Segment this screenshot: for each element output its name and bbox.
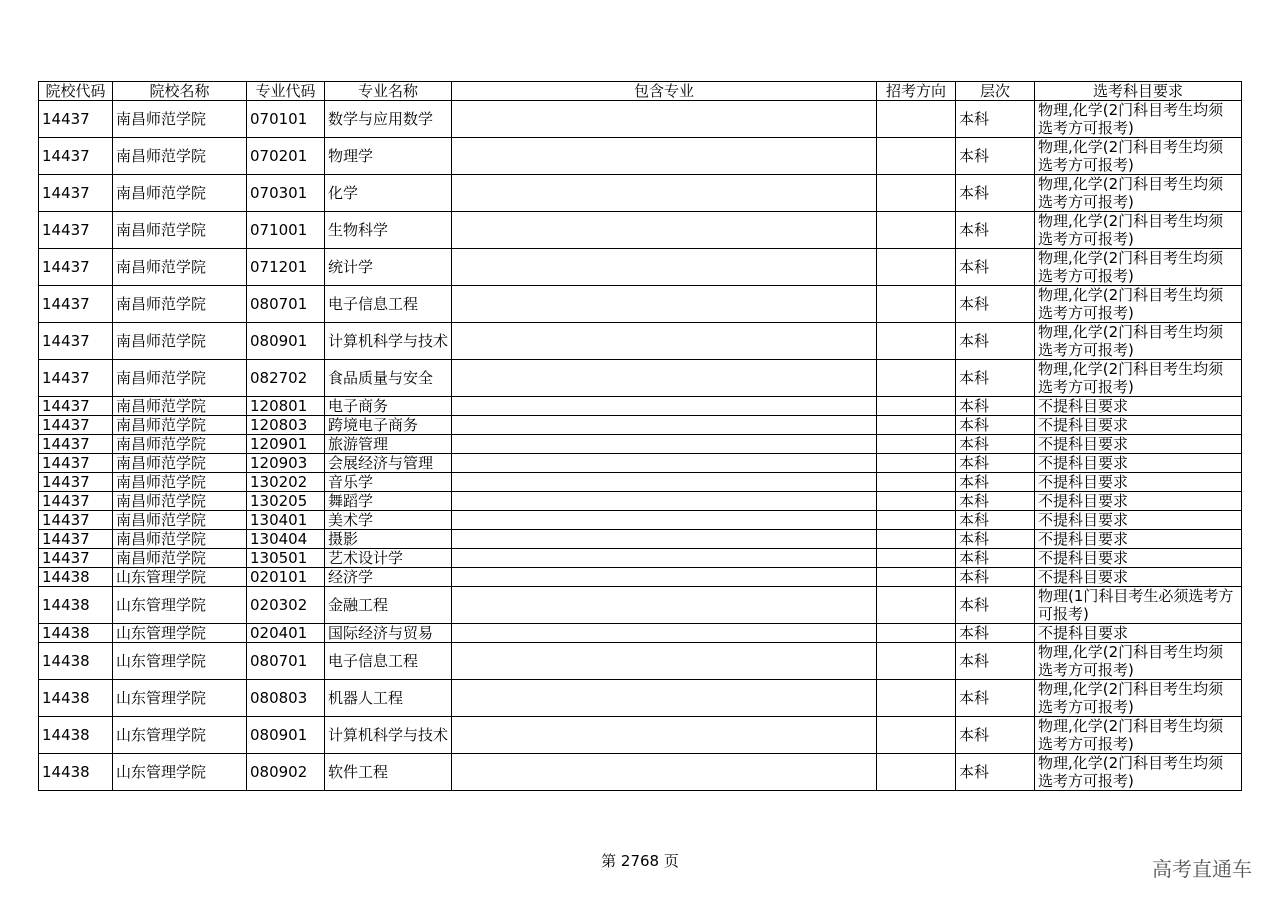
cell-major-code: 080803 [247, 680, 325, 717]
header-school-name: 院校名称 [113, 82, 247, 101]
cell-level: 本科 [956, 416, 1035, 435]
cell-school-name: 南昌师范学院 [113, 360, 247, 397]
header-subject-requirement: 选考科目要求 [1035, 82, 1242, 101]
cell-major-code: 080701 [247, 286, 325, 323]
cell-major-name: 跨境电子商务 [325, 416, 452, 435]
cell-direction [877, 397, 956, 416]
cell-subject-requirement: 不提科目要求 [1035, 435, 1242, 454]
cell-school-name: 南昌师范学院 [113, 549, 247, 568]
cell-school-code: 14438 [39, 568, 113, 587]
cell-major-name: 音乐学 [325, 473, 452, 492]
cell-school-name: 山东管理学院 [113, 587, 247, 624]
cell-level: 本科 [956, 360, 1035, 397]
cell-subject-requirement: 不提科目要求 [1035, 473, 1242, 492]
cell-major-code: 120803 [247, 416, 325, 435]
cell-major-name: 电子信息工程 [325, 286, 452, 323]
table-row [39, 587, 1242, 624]
table-row [39, 454, 1242, 473]
cell-school-name: 南昌师范学院 [113, 249, 247, 286]
cell-major-code: 082702 [247, 360, 325, 397]
cell-included-majors [452, 511, 877, 530]
cell-direction [877, 323, 956, 360]
cell-level: 本科 [956, 101, 1035, 138]
cell-school-code: 14437 [39, 397, 113, 416]
cell-level: 本科 [956, 212, 1035, 249]
cell-school-name: 山东管理学院 [113, 680, 247, 717]
cell-subject-requirement: 不提科目要求 [1035, 549, 1242, 568]
cell-direction [877, 587, 956, 624]
table-row [39, 397, 1242, 416]
table-row [39, 643, 1242, 680]
table-row [39, 101, 1242, 138]
cell-school-code: 14438 [39, 643, 113, 680]
cell-subject-requirement: 不提科目要求 [1035, 454, 1242, 473]
cell-school-name: 南昌师范学院 [113, 416, 247, 435]
cell-major-name: 机器人工程 [325, 680, 452, 717]
cell-included-majors [452, 530, 877, 549]
cell-school-code: 14438 [39, 680, 113, 717]
header-major-code: 专业代码 [247, 82, 325, 101]
cell-level: 本科 [956, 530, 1035, 549]
cell-direction [877, 511, 956, 530]
cell-school-name: 南昌师范学院 [113, 212, 247, 249]
cell-direction [877, 454, 956, 473]
cell-school-name: 南昌师范学院 [113, 454, 247, 473]
cell-major-name: 经济学 [325, 568, 452, 587]
cell-included-majors [452, 680, 877, 717]
cell-major-name: 电子商务 [325, 397, 452, 416]
cell-school-name: 南昌师范学院 [113, 397, 247, 416]
cell-school-code: 14437 [39, 101, 113, 138]
cell-major-name: 生物科学 [325, 212, 452, 249]
cell-direction [877, 249, 956, 286]
table-row [39, 511, 1242, 530]
cell-school-name: 山东管理学院 [113, 643, 247, 680]
cell-direction [877, 492, 956, 511]
table-row [39, 624, 1242, 643]
table-row [39, 286, 1242, 323]
table-row [39, 175, 1242, 212]
cell-school-code: 14438 [39, 717, 113, 754]
cell-major-code: 130404 [247, 530, 325, 549]
cell-included-majors [452, 212, 877, 249]
cell-direction [877, 212, 956, 249]
header-included-majors: 包含专业 [452, 82, 877, 101]
cell-included-majors [452, 101, 877, 138]
cell-major-code: 130401 [247, 511, 325, 530]
cell-subject-requirement: 不提科目要求 [1035, 530, 1242, 549]
cell-school-code: 14437 [39, 549, 113, 568]
cell-major-code: 020101 [247, 568, 325, 587]
cell-direction [877, 568, 956, 587]
cell-school-code: 14437 [39, 323, 113, 360]
cell-major-code: 120901 [247, 435, 325, 454]
cell-school-code: 14437 [39, 492, 113, 511]
header-level: 层次 [956, 82, 1035, 101]
cell-direction [877, 101, 956, 138]
cell-included-majors [452, 473, 877, 492]
cell-school-code: 14437 [39, 175, 113, 212]
cell-school-code: 14437 [39, 530, 113, 549]
cell-level: 本科 [956, 680, 1035, 717]
cell-included-majors [452, 249, 877, 286]
cell-subject-requirement: 物理,化学(2门科目考生均须选考方可报考) [1035, 717, 1242, 754]
cell-major-name: 美术学 [325, 511, 452, 530]
header-school-code: 院校代码 [39, 82, 113, 101]
cell-included-majors [452, 286, 877, 323]
cell-level: 本科 [956, 624, 1035, 643]
cell-school-name: 南昌师范学院 [113, 492, 247, 511]
cell-major-code: 080701 [247, 643, 325, 680]
cell-school-name: 山东管理学院 [113, 568, 247, 587]
cell-included-majors [452, 416, 877, 435]
cell-direction [877, 624, 956, 643]
cell-major-code: 130202 [247, 473, 325, 492]
cell-major-name: 食品质量与安全 [325, 360, 452, 397]
cell-included-majors [452, 549, 877, 568]
cell-level: 本科 [956, 492, 1035, 511]
cell-direction [877, 435, 956, 454]
cell-subject-requirement: 不提科目要求 [1035, 492, 1242, 511]
cell-subject-requirement: 物理(1门科目考生必须选考方可报考) [1035, 587, 1242, 624]
cell-included-majors [452, 138, 877, 175]
header-major-name: 专业名称 [325, 82, 452, 101]
page-number: 第 2768 页 [601, 852, 679, 870]
header-row [39, 82, 1242, 101]
cell-major-name: 艺术设计学 [325, 549, 452, 568]
cell-major-name: 旅游管理 [325, 435, 452, 454]
cell-school-name: 南昌师范学院 [113, 435, 247, 454]
cell-level: 本科 [956, 397, 1035, 416]
cell-school-code: 14438 [39, 587, 113, 624]
cell-included-majors [452, 454, 877, 473]
cell-level: 本科 [956, 249, 1035, 286]
header-direction: 招考方向 [877, 82, 956, 101]
cell-school-code: 14437 [39, 212, 113, 249]
cell-direction [877, 530, 956, 549]
table-row [39, 568, 1242, 587]
cell-level: 本科 [956, 286, 1035, 323]
cell-major-name: 化学 [325, 175, 452, 212]
cell-school-name: 山东管理学院 [113, 717, 247, 754]
cell-major-code: 020302 [247, 587, 325, 624]
cell-included-majors [452, 323, 877, 360]
cell-direction [877, 754, 956, 791]
cell-school-code: 14437 [39, 511, 113, 530]
cell-major-name: 统计学 [325, 249, 452, 286]
table-row [39, 473, 1242, 492]
table-row [39, 492, 1242, 511]
cell-included-majors [452, 360, 877, 397]
cell-school-code: 14437 [39, 360, 113, 397]
cell-subject-requirement: 不提科目要求 [1035, 568, 1242, 587]
cell-subject-requirement: 物理,化学(2门科目考生均须选考方可报考) [1035, 643, 1242, 680]
cell-included-majors [452, 435, 877, 454]
cell-subject-requirement: 不提科目要求 [1035, 624, 1242, 643]
cell-included-majors [452, 568, 877, 587]
cell-subject-requirement: 不提科目要求 [1035, 397, 1242, 416]
cell-major-code: 130501 [247, 549, 325, 568]
enrollment-table [38, 81, 1242, 791]
cell-major-code: 071201 [247, 249, 325, 286]
table-row [39, 717, 1242, 754]
cell-major-name: 计算机科学与技术 [325, 717, 452, 754]
cell-level: 本科 [956, 454, 1035, 473]
cell-level: 本科 [956, 138, 1035, 175]
cell-school-name: 南昌师范学院 [113, 138, 247, 175]
cell-major-code: 070101 [247, 101, 325, 138]
cell-level: 本科 [956, 473, 1035, 492]
cell-direction [877, 473, 956, 492]
cell-major-name: 计算机科学与技术 [325, 323, 452, 360]
cell-subject-requirement: 物理,化学(2门科目考生均须选考方可报考) [1035, 360, 1242, 397]
table-body [39, 101, 1242, 791]
cell-major-code: 080901 [247, 323, 325, 360]
cell-major-code: 071001 [247, 212, 325, 249]
table-row [39, 360, 1242, 397]
cell-level: 本科 [956, 175, 1035, 212]
table-row [39, 754, 1242, 791]
watermark-text: 高考直通车 [1152, 857, 1252, 881]
cell-subject-requirement: 不提科目要求 [1035, 511, 1242, 530]
cell-major-name: 软件工程 [325, 754, 452, 791]
table-row [39, 680, 1242, 717]
table-row [39, 416, 1242, 435]
table-row [39, 435, 1242, 454]
cell-subject-requirement: 物理,化学(2门科目考生均须选考方可报考) [1035, 286, 1242, 323]
cell-level: 本科 [956, 643, 1035, 680]
table-row [39, 323, 1242, 360]
cell-direction [877, 717, 956, 754]
cell-school-name: 南昌师范学院 [113, 175, 247, 212]
cell-subject-requirement: 物理,化学(2门科目考生均须选考方可报考) [1035, 101, 1242, 138]
cell-included-majors [452, 643, 877, 680]
cell-school-code: 14437 [39, 286, 113, 323]
cell-major-code: 130205 [247, 492, 325, 511]
cell-direction [877, 643, 956, 680]
cell-direction [877, 175, 956, 212]
cell-major-name: 舞蹈学 [325, 492, 452, 511]
cell-school-name: 山东管理学院 [113, 754, 247, 791]
cell-major-code: 120801 [247, 397, 325, 416]
cell-direction [877, 549, 956, 568]
cell-school-name: 南昌师范学院 [113, 473, 247, 492]
cell-major-name: 物理学 [325, 138, 452, 175]
cell-school-code: 14437 [39, 138, 113, 175]
cell-level: 本科 [956, 435, 1035, 454]
cell-subject-requirement: 物理,化学(2门科目考生均须选考方可报考) [1035, 680, 1242, 717]
cell-included-majors [452, 754, 877, 791]
cell-level: 本科 [956, 754, 1035, 791]
cell-included-majors [452, 717, 877, 754]
cell-direction [877, 416, 956, 435]
cell-school-code: 14437 [39, 473, 113, 492]
cell-subject-requirement: 物理,化学(2门科目考生均须选考方可报考) [1035, 323, 1242, 360]
cell-school-name: 南昌师范学院 [113, 323, 247, 360]
cell-school-code: 14438 [39, 754, 113, 791]
cell-school-name: 南昌师范学院 [113, 511, 247, 530]
table-row [39, 249, 1242, 286]
cell-major-code: 020401 [247, 624, 325, 643]
table-row [39, 138, 1242, 175]
cell-major-name: 金融工程 [325, 587, 452, 624]
cell-major-code: 070301 [247, 175, 325, 212]
cell-subject-requirement: 不提科目要求 [1035, 416, 1242, 435]
cell-included-majors [452, 492, 877, 511]
cell-school-code: 14438 [39, 624, 113, 643]
cell-subject-requirement: 物理,化学(2门科目考生均须选考方可报考) [1035, 212, 1242, 249]
cell-included-majors [452, 624, 877, 643]
cell-school-code: 14437 [39, 454, 113, 473]
cell-subject-requirement: 物理,化学(2门科目考生均须选考方可报考) [1035, 754, 1242, 791]
cell-major-name: 摄影 [325, 530, 452, 549]
cell-included-majors [452, 397, 877, 416]
cell-major-name: 会展经济与管理 [325, 454, 452, 473]
cell-direction [877, 138, 956, 175]
cell-direction [877, 286, 956, 323]
cell-level: 本科 [956, 511, 1035, 530]
cell-school-name: 南昌师范学院 [113, 286, 247, 323]
cell-subject-requirement: 物理,化学(2门科目考生均须选考方可报考) [1035, 249, 1242, 286]
cell-direction [877, 360, 956, 397]
cell-direction [877, 680, 956, 717]
cell-major-name: 数学与应用数学 [325, 101, 452, 138]
cell-included-majors [452, 175, 877, 212]
cell-major-code: 070201 [247, 138, 325, 175]
cell-school-name: 南昌师范学院 [113, 530, 247, 549]
table-row [39, 530, 1242, 549]
cell-major-code: 080901 [247, 717, 325, 754]
cell-level: 本科 [956, 587, 1035, 624]
table-row [39, 212, 1242, 249]
cell-major-code: 080902 [247, 754, 325, 791]
cell-school-code: 14437 [39, 435, 113, 454]
cell-included-majors [452, 587, 877, 624]
cell-major-name: 电子信息工程 [325, 643, 452, 680]
cell-subject-requirement: 物理,化学(2门科目考生均须选考方可报考) [1035, 138, 1242, 175]
cell-subject-requirement: 物理,化学(2门科目考生均须选考方可报考) [1035, 175, 1242, 212]
cell-school-code: 14437 [39, 249, 113, 286]
table-row [39, 549, 1242, 568]
cell-school-name: 山东管理学院 [113, 624, 247, 643]
cell-level: 本科 [956, 717, 1035, 754]
cell-school-name: 南昌师范学院 [113, 101, 247, 138]
cell-major-code: 120903 [247, 454, 325, 473]
cell-level: 本科 [956, 568, 1035, 587]
cell-school-code: 14437 [39, 416, 113, 435]
cell-major-name: 国际经济与贸易 [325, 624, 452, 643]
cell-level: 本科 [956, 323, 1035, 360]
cell-level: 本科 [956, 549, 1035, 568]
